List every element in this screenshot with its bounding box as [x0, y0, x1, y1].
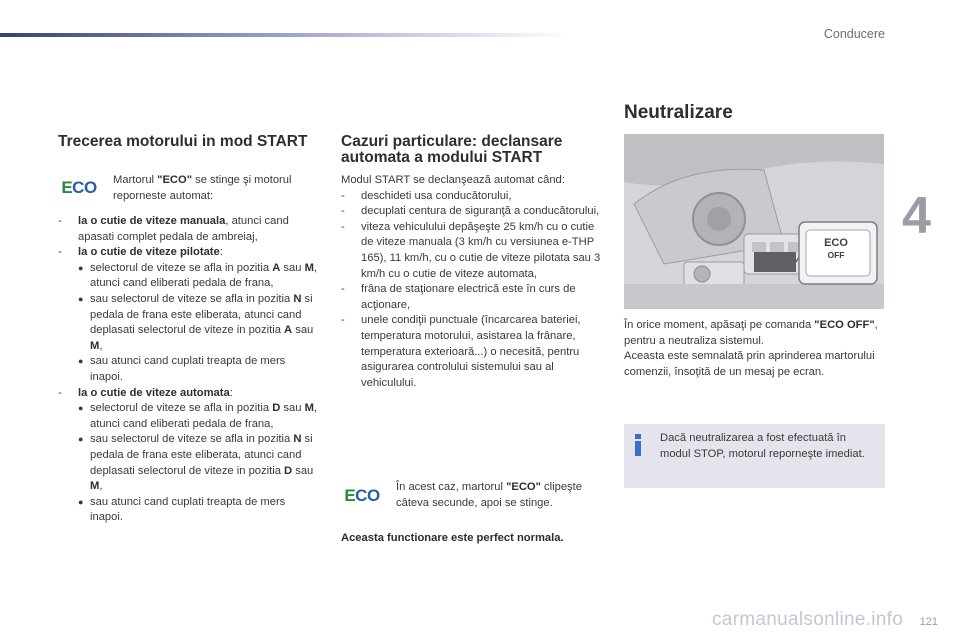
bullet-item: ● sau atunci cand cuplati treapta de mers inapoi. — [78, 355, 286, 383]
list-item: - unele condiţii punctuale (încarcarea bateriei, temperatura motorului, asistarea la frânare, temperatura exterioară...) o necesită, pentru asigurarea controlului sistemului sau al vehiculului. — [341, 314, 581, 389]
list-item: - frâna de staţionare electrică este în curs de acţionare, — [341, 283, 576, 311]
normal-operation-note: Aceasta functionare este perfect normala. — [341, 532, 564, 544]
dashboard-photo — [624, 134, 884, 309]
bullet-item: ● selectorul de viteze se afla in pozitia D sau M, atunci cand eliberati pedala de frana, — [78, 402, 318, 430]
header-bar — [0, 33, 570, 37]
auto-start-list — [341, 173, 607, 391]
eco-off-line2: OFF — [827, 250, 845, 260]
page-number: 121 — [919, 616, 938, 628]
eco-off-button[interactable] — [822, 238, 850, 261]
info-box — [624, 424, 885, 488]
eco-off-line1: ECO — [824, 237, 848, 249]
column-auto-start-title: Cazuri particulare: declansare automata a modului START — [341, 133, 563, 166]
neutralizare-text: În orice moment, apăsaţi pe comanda "ECO OFF", pentru a neutraliza sistemul. Aceasta este semnalată prin aprinderea martorului comenzii, însoţită de un mesaj pe ecran. — [624, 319, 878, 378]
bullet-item: ● selectorul de viteze se afla in pozitia A sau M, atunci cand eliberati pedala de frana, — [78, 261, 318, 290]
bullet-item: ● sau atunci cand cuplati treapta de mers inapoi. — [78, 495, 286, 524]
column-start-title: Trecerea motorului in mod START — [58, 133, 308, 150]
start-conditions-list — [58, 214, 320, 526]
eco-warning-icon: E CO — [61, 178, 97, 197]
column-auto-start — [341, 134, 607, 166]
chapter-number: 4 — [902, 187, 931, 245]
watermark: carmanualsonline.info — [712, 609, 904, 630]
bullet-item: ● sau selectorul de viteze se afla in pozitia N si pedala de frana este eliberata, atunci cand deplasati selectorul de viteze in pozitia A sau M, — [78, 292, 314, 352]
auto-start-intro: Modul START se declanşează automat când: — [341, 174, 565, 186]
eco-blink-icon: E CO — [344, 486, 380, 505]
list-item: - viteza vehiculului depăşeşte 25 km/h cu o cutie de viteze manuala (3 km/h cu versiunea e-THP 165), 11 km/h, cu o cutie de viteze pilotata sau 3 km/h cu o cutie de viteze automata, — [341, 220, 601, 280]
list-item: - decuplati centura de siguranţă a conducătorului, — [341, 205, 600, 218]
eco-blink-paragraph: În acest caz, martorul "ECO" clipeşte câteva secunde, apoi se stinge. — [396, 481, 582, 509]
info-text: Dacă neutralizarea a fost efectuată în modul STOP, motorul reporneşte imediat. — [660, 432, 865, 460]
neutralizare-title: Neutralizare — [624, 102, 733, 123]
eco-paragraph: Martorul "ECO" se stinge şi motorul reporneste automat: — [113, 174, 292, 202]
info-icon — [634, 434, 642, 456]
list-item: - la o cutie de viteze manuala, atunci cand apasati complet pedala de ambreiaj, — [58, 215, 289, 243]
column-start — [58, 134, 320, 150]
list-item: - la o cutie de viteze pilotate: — [58, 246, 223, 259]
list-item: - deschideti usa conducătorului, — [341, 189, 512, 202]
list-item: - la o cutie de viteze automata: — [58, 386, 233, 399]
bullet-item: ● sau selectorul de viteze se afla in pozitia N si pedala de frana este eliberata, atunci cand deplasati selectorul de viteze in pozitia D sau M, — [78, 433, 314, 493]
section-title: Conducere — [823, 27, 885, 41]
